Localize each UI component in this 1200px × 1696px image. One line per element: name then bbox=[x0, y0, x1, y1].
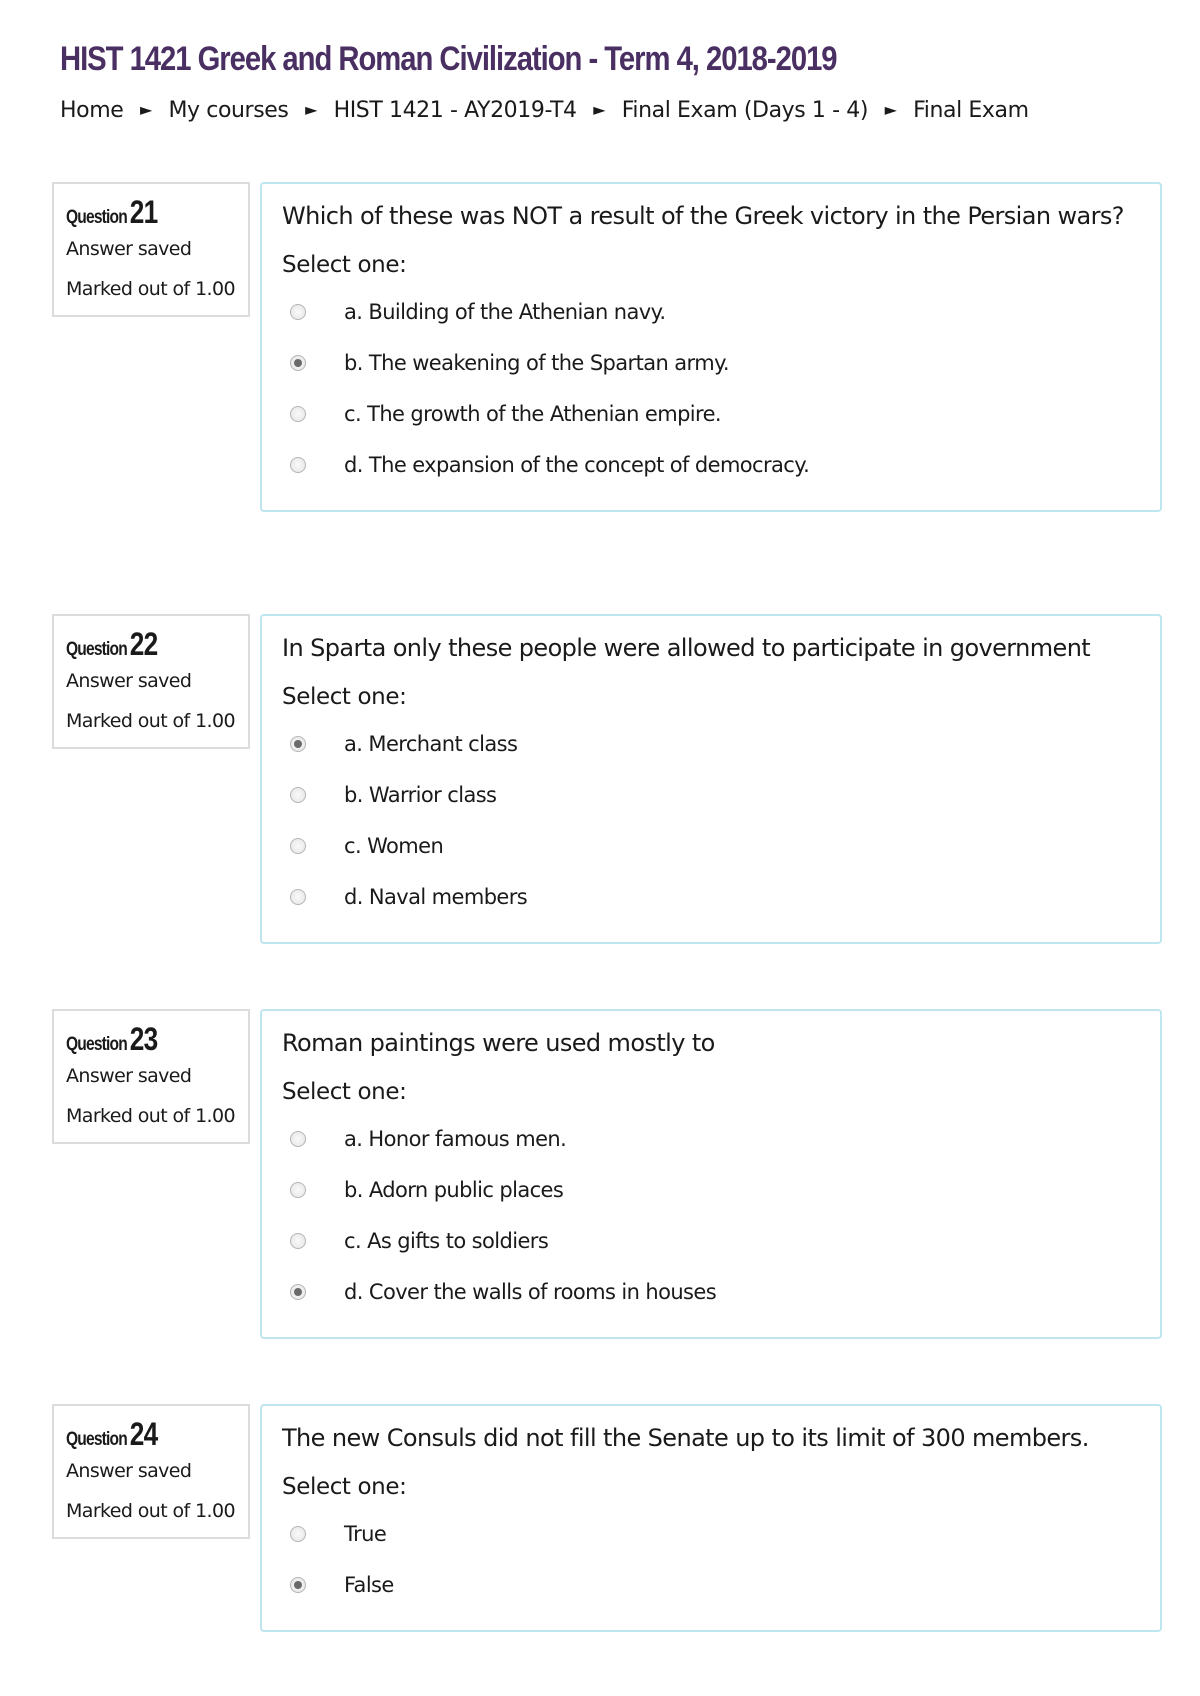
answer-option[interactable] bbox=[282, 388, 1140, 439]
answer-list bbox=[282, 1508, 1140, 1610]
question-grade: Marked out of 1.00 bbox=[66, 1500, 235, 1522]
answer-label[interactable]: False bbox=[344, 1572, 394, 1597]
select-one-prompt: Select one: bbox=[282, 1474, 407, 1500]
answer-option[interactable] bbox=[282, 820, 1140, 871]
radio-button[interactable] bbox=[290, 304, 306, 320]
question-info bbox=[52, 1404, 250, 1539]
select-one-prompt: Select one: bbox=[282, 1079, 407, 1105]
answer-list bbox=[282, 718, 1140, 922]
answer-option[interactable] bbox=[282, 286, 1140, 337]
question-text: Which of these was NOT a result of the Greek victory in the Persian wars? bbox=[282, 202, 1124, 230]
question-info bbox=[52, 614, 250, 749]
radio-button[interactable] bbox=[290, 889, 306, 905]
radio-button[interactable] bbox=[290, 355, 306, 371]
page-title: HIST 1421 Greek and Roman Civilization - Term 4, 2018-2019 bbox=[60, 40, 837, 78]
answer-label[interactable]: c. As gifts to soldiers bbox=[344, 1228, 549, 1253]
answer-option[interactable] bbox=[282, 1266, 1140, 1317]
breadcrumb-exam-section[interactable]: Final Exam (Days 1 - 4) bbox=[621, 98, 869, 123]
question-content bbox=[260, 1404, 1162, 1632]
answer-option[interactable] bbox=[282, 1508, 1140, 1559]
answer-option[interactable] bbox=[282, 1113, 1140, 1164]
answer-option[interactable] bbox=[282, 1164, 1140, 1215]
answer-label[interactable]: b. The weakening of the Spartan army. bbox=[344, 350, 729, 375]
answer-list bbox=[282, 1113, 1140, 1317]
answer-label[interactable]: c. The growth of the Athenian empire. bbox=[344, 401, 721, 426]
radio-button[interactable] bbox=[290, 1577, 306, 1593]
select-one-prompt: Select one: bbox=[282, 252, 407, 278]
question-number: Question 24 bbox=[66, 1416, 158, 1452]
question-grade: Marked out of 1.00 bbox=[66, 710, 235, 732]
question-info bbox=[52, 1009, 250, 1144]
question-state: Answer saved bbox=[66, 1460, 192, 1482]
answer-label[interactable]: d. The expansion of the concept of democracy. bbox=[344, 452, 810, 477]
answer-option[interactable] bbox=[282, 337, 1140, 388]
question-content bbox=[260, 182, 1162, 512]
answer-label[interactable]: a. Honor famous men. bbox=[344, 1126, 567, 1151]
radio-button[interactable] bbox=[290, 1182, 306, 1198]
question-text: The new Consuls did not fill the Senate up to its limit of 300 members. bbox=[282, 1424, 1089, 1452]
question-grade: Marked out of 1.00 bbox=[66, 278, 235, 300]
breadcrumb-course[interactable]: HIST 1421 - AY2019-T4 bbox=[333, 98, 577, 123]
question-grade: Marked out of 1.00 bbox=[66, 1105, 235, 1127]
answer-label[interactable]: a. Building of the Athenian navy. bbox=[344, 299, 666, 324]
breadcrumb-separator-icon: ► bbox=[139, 100, 152, 119]
question-info bbox=[52, 182, 250, 317]
question-state: Answer saved bbox=[66, 670, 192, 692]
answer-label[interactable]: d. Naval members bbox=[344, 884, 528, 909]
question-text: Roman paintings were used mostly to bbox=[282, 1029, 715, 1057]
question-number: Question 23 bbox=[66, 1021, 158, 1057]
question-content bbox=[260, 1009, 1162, 1339]
question-text: In Sparta only these people were allowed to participate in government bbox=[282, 634, 1091, 662]
radio-button[interactable] bbox=[290, 1233, 306, 1249]
answer-option[interactable] bbox=[282, 769, 1140, 820]
breadcrumb-separator-icon: ► bbox=[305, 100, 317, 119]
answer-option[interactable] bbox=[282, 439, 1140, 490]
breadcrumb-current: Final Exam bbox=[913, 98, 1029, 123]
breadcrumb bbox=[60, 98, 1029, 123]
radio-button[interactable] bbox=[290, 838, 306, 854]
question-number: Question 22 bbox=[66, 626, 158, 662]
question-state: Answer saved bbox=[66, 238, 192, 260]
radio-button[interactable] bbox=[290, 1284, 306, 1300]
breadcrumb-separator-icon: ► bbox=[884, 100, 897, 119]
radio-button[interactable] bbox=[290, 406, 306, 422]
question-state: Answer saved bbox=[66, 1065, 192, 1087]
select-one-prompt: Select one: bbox=[282, 684, 407, 710]
answer-label[interactable]: b. Warrior class bbox=[344, 782, 497, 807]
question-content bbox=[260, 614, 1162, 944]
answer-option[interactable] bbox=[282, 1215, 1140, 1266]
radio-button[interactable] bbox=[290, 1131, 306, 1147]
radio-button[interactable] bbox=[290, 787, 306, 803]
answer-option[interactable] bbox=[282, 718, 1140, 769]
answer-label[interactable]: a. Merchant class bbox=[344, 731, 518, 756]
radio-button[interactable] bbox=[290, 736, 306, 752]
breadcrumb-home[interactable]: Home bbox=[60, 98, 124, 123]
answer-list bbox=[282, 286, 1140, 490]
answer-option[interactable] bbox=[282, 871, 1140, 922]
answer-label[interactable]: d. Cover the walls of rooms in houses bbox=[344, 1279, 717, 1304]
answer-label[interactable]: b. Adorn public places bbox=[344, 1177, 564, 1202]
answer-label[interactable]: True bbox=[344, 1521, 387, 1546]
answer-option[interactable] bbox=[282, 1559, 1140, 1610]
breadcrumb-my-courses[interactable]: My courses bbox=[168, 98, 289, 123]
radio-button[interactable] bbox=[290, 457, 306, 473]
radio-button[interactable] bbox=[290, 1526, 306, 1542]
breadcrumb-separator-icon: ► bbox=[593, 100, 606, 119]
answer-label[interactable]: c. Women bbox=[344, 833, 444, 858]
question-number: Question 21 bbox=[66, 194, 158, 230]
